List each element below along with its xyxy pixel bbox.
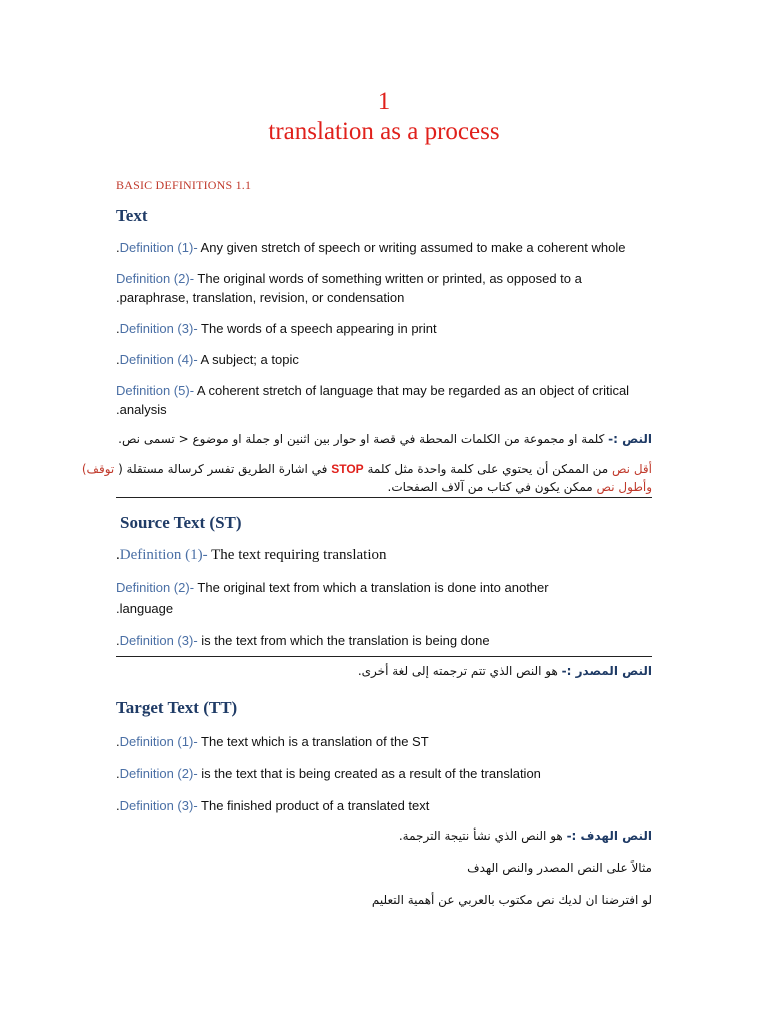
def-label: Definition (3)-	[119, 633, 198, 648]
def-label: Definition (4)-	[119, 352, 198, 367]
target-definition-1	[116, 734, 429, 749]
arabic-label: النص الهدف :-	[566, 829, 652, 843]
arabic-highlight: وأطول نص	[596, 480, 652, 494]
arabic-text: من الممكن أن يحتوي على كلمة واحدة مثل كلمة	[363, 462, 612, 476]
text-arabic-example-1	[82, 462, 652, 476]
heading-source-text: Source Text (ST)	[120, 513, 242, 532]
arabic-body: كلمة او مجموعة من الكلمات المحطة في قصة او حوار بين اثنين او جملة او موضوع < تسمى نص.	[118, 432, 609, 446]
arabic-label: النص المصدر :-	[561, 664, 652, 678]
text-definition-5-cont: .analysis	[116, 402, 167, 417]
target-arabic-example-intro: مثالاً على النص المصدر والنص الهدف	[467, 861, 652, 875]
text-definition-5	[116, 383, 629, 398]
def-prefix: .	[116, 547, 120, 563]
def-label: Definition (2)-	[116, 271, 195, 286]
text-definition-2-cont: .paraphrase, translation, revision, or condensation	[116, 290, 405, 305]
def-body: is the text that is being created as a result of the translation	[197, 766, 541, 781]
chapter-title: translation as a process	[268, 118, 500, 145]
def-label: Definition (1)-	[119, 734, 198, 749]
def-label: Definition (1)-	[119, 547, 208, 563]
def-label: Definition (3)-	[119, 798, 198, 813]
def-prefix: .	[116, 240, 120, 255]
target-definition-2	[116, 766, 541, 781]
def-body: Any given stretch of speech or writing assumed to make a coherent whole	[197, 240, 626, 255]
def-prefix: .	[116, 798, 120, 813]
heading-text: Text	[116, 206, 148, 225]
def-body: is the text from which the translation is being done	[197, 633, 490, 648]
section-divider	[116, 656, 652, 657]
arabic-text: في اشارة الطريق تفسر كرسالة مستقلة (	[114, 462, 332, 476]
def-prefix: .	[116, 321, 120, 336]
target-definition-3	[116, 798, 429, 813]
def-prefix: .	[116, 352, 120, 367]
def-body: A coherent stretch of language that may be regarded as an object of critical	[194, 383, 630, 398]
def-label: Definition (1)-	[119, 240, 198, 255]
source-definition-3	[116, 633, 490, 648]
text-arabic-example-2	[388, 480, 652, 494]
def-label: Definition (3)-	[119, 321, 198, 336]
target-arabic-example-text: لو افترضنا ان لديك نص مكتوب بالعربي عن أهمية التعليم	[371, 893, 652, 907]
arabic-label: النص :-	[608, 432, 652, 446]
def-body: A subject; a topic	[197, 352, 299, 367]
def-body: The text which is a translation of the ST	[197, 734, 429, 749]
stop-word: STOP	[331, 462, 364, 476]
def-prefix: .	[116, 734, 120, 749]
section-label: BASIC DEFINITIONS 1.1	[116, 178, 252, 192]
def-body: The text requiring translation	[207, 547, 387, 563]
arabic-highlight: توقف	[86, 462, 115, 476]
source-definition-1	[116, 547, 386, 564]
def-prefix: .	[116, 633, 120, 648]
text-definition-1	[116, 240, 625, 255]
text-definition-2	[116, 271, 582, 286]
arabic-body: هو النص الذي تتم ترجمته إلى لغة أخرى.	[357, 664, 562, 678]
source-arabic-definition	[358, 664, 652, 678]
source-definition-2-cont: .language	[116, 601, 174, 616]
def-prefix: .	[116, 766, 120, 781]
text-definition-3	[116, 321, 437, 336]
arabic-text: ممكن يكون في كتاب من آلاف الصفحات.	[387, 480, 597, 494]
def-label: Definition (2)-	[119, 766, 198, 781]
def-label: Definition (5)-	[116, 383, 195, 398]
def-body: The original text from which a translation is done into another	[194, 580, 549, 595]
chapter-number: 1	[377, 88, 391, 115]
arabic-paren: )	[81, 462, 87, 476]
section-divider	[116, 497, 652, 498]
def-body: The finished product of a translated text	[197, 798, 430, 813]
text-arabic-definition	[118, 432, 652, 446]
arabic-body: هو النص الذي نشأ نتيجة الترجمة.	[398, 829, 567, 843]
heading-target-text: Target Text (TT)	[116, 698, 238, 717]
arabic-highlight: أقل نص	[611, 462, 652, 476]
source-definition-2	[116, 580, 549, 595]
text-definition-4	[116, 352, 299, 367]
def-body: The words of a speech appearing in print	[197, 321, 437, 336]
def-label: Definition (2)-	[116, 580, 195, 595]
def-body: The original words of something written or printed, as opposed to a	[194, 271, 582, 286]
target-arabic-definition	[399, 829, 652, 843]
